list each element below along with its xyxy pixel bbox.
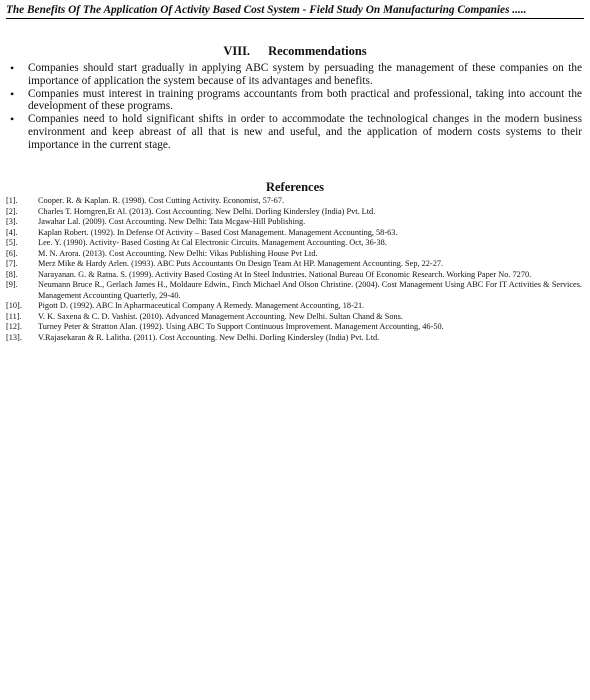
references-heading: References	[265, 180, 325, 194]
recommendation-text: Companies should start gradually in applying ABC system by persuading the management of these companies on the importance of application the system because of its advantages and benefits.	[28, 62, 582, 87]
bullet-icon: •	[10, 61, 15, 75]
reference-text: Lee. Y. (1990). Activity- Based Costing At Cal Electronic Circuits. Management Accounting. Oct, 36-38.	[38, 238, 387, 247]
bullet-icon: •	[10, 112, 15, 127]
reference-number: [5].	[6, 238, 18, 247]
running-header: The Benefits Of The Application Of Activity Based Cost System - Field Study On Manufacturing Companies .....	[6, 4, 584, 19]
reference-number: [2].	[6, 206, 18, 216]
recommendation-item	[10, 88, 582, 114]
reference-item	[6, 333, 582, 344]
reference-number: [7].	[6, 259, 18, 268]
reference-text: M. N. Arora. (2013). Cost Accounting. New Delhi: Vikas Publishing House Pvt Ltd.	[38, 248, 318, 258]
reference-text: V.Rajasekaran & R. Lalitha. (2011). Cost Accounting. New Delhi. Dorling Kindersley (India) Pvt. Ltd.	[38, 332, 380, 342]
reference-text: Turney Peter & Stratton Alan. (1992). Using ABC To Support Continuous Improvement. Management Accounting, 46-50.	[38, 322, 444, 331]
reference-item	[6, 249, 582, 260]
reference-number: [9].	[6, 280, 18, 289]
reference-text: Charles T. Horngren,Et Al. (2013). Cost Accounting. New Delhi. Dorling Kindersley (India) Pvt. Ltd.	[38, 206, 376, 216]
reference-item	[6, 322, 582, 333]
reference-item	[6, 196, 582, 207]
reference-number: [12].	[6, 322, 22, 331]
reference-text: Neumann Bruce R., Gerlach James H., Moldaure Edwin., Finch Michael And Olson Christine. (2004). Cost Management Using ABC For IT Activities & Services. Management Accounting Quarterly, 29-40.	[38, 280, 582, 300]
reference-number: [8].	[6, 269, 18, 279]
reference-text: Merz Mike & Hardy Arlen. (1993). ABC Puts Accountants On Design Team At HP. Management Accounting. Sep, 22-27.	[38, 259, 444, 268]
reference-number: [10].	[6, 301, 22, 310]
reference-number: [4].	[6, 227, 18, 237]
reference-text: Kaplan Robert. (1992). In Defense Of Activity – Based Cost Management. Management Accounting, 58-63.	[38, 227, 398, 237]
reference-item	[6, 217, 582, 228]
reference-text: Pigott D. (1992). ABC In Apharmaceutical Company A Remedy. Management Accounting, 18-21.	[38, 301, 365, 310]
section-number: VIII.	[223, 44, 251, 58]
reference-number: [11].	[6, 311, 22, 321]
reference-text: V. K. Saxena & C. D. Vashist. (2010). Advanced Management Accounting. New Delhi. Sultan Chand & Sons.	[38, 311, 403, 321]
recommendation-text: Companies must interest in training programs accountants from both practical and professional, taking into account the development of these programs.	[28, 87, 582, 113]
reference-text: Jawahar Lal. (2009). Cost Accounting. New Delhi: Tata Mcgaw-Hill Publishing.	[38, 217, 306, 226]
section-heading	[0, 44, 590, 59]
reference-item	[6, 207, 582, 218]
reference-item	[6, 312, 582, 323]
references-list	[6, 196, 582, 343]
recommendations-list	[10, 62, 582, 152]
section-title: Recommendations	[268, 44, 367, 58]
reference-item	[6, 228, 582, 239]
reference-item	[6, 259, 582, 270]
reference-item	[6, 238, 582, 249]
reference-item	[6, 280, 582, 301]
reference-item	[6, 301, 582, 312]
reference-number: [3].	[6, 217, 18, 226]
reference-text: Cooper. R. & Kaplan. R. (1998). Cost Cutting Activity. Economist, 57-67.	[38, 196, 285, 205]
recommendation-item	[10, 113, 582, 151]
bullet-icon: •	[10, 86, 15, 101]
reference-number: [6].	[6, 248, 18, 258]
recommendation-text: Companies need to hold significant shifts in order to accommodate the technological changes in the modern business environment and keep abreast of all that is new and useful, and the application of modern costs systems to their importance in the current stage.	[28, 113, 582, 151]
reference-text: Narayanan. G. & Ratna. S. (1999). Activity Based Costing At In Steel Industries. National Bureau Of Economic Research. Working Paper No. 7270.	[38, 269, 532, 279]
reference-number: [1].	[6, 196, 18, 205]
reference-item	[6, 270, 582, 281]
reference-number: [13].	[6, 332, 22, 342]
recommendation-item	[10, 62, 582, 88]
